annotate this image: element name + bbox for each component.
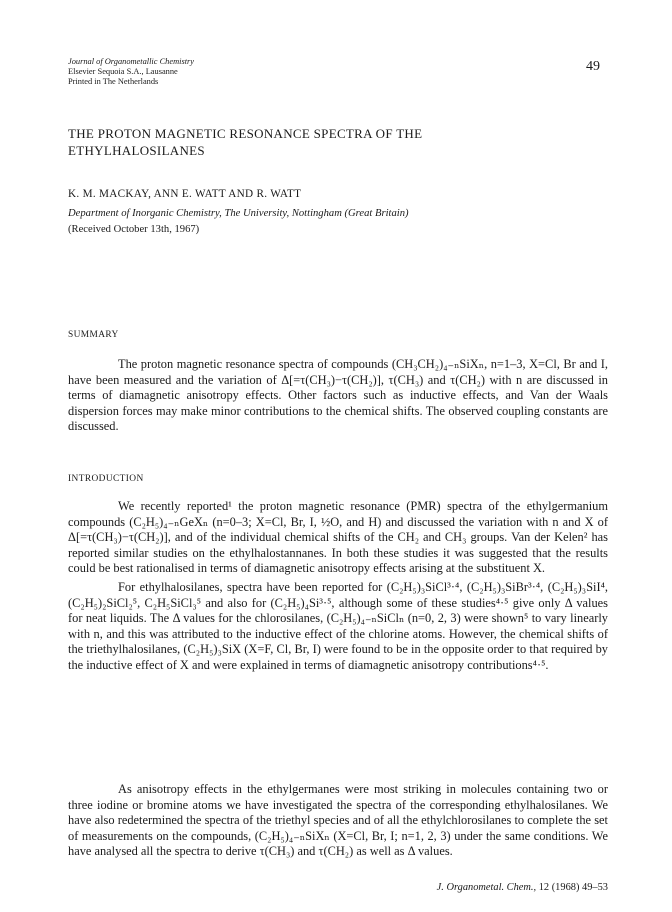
citation-volume-pages: 12 (1968) 49–53 [538, 882, 608, 893]
citation-footer [437, 882, 608, 893]
introduction-heading: INTRODUCTION [68, 474, 144, 484]
citation-journal: J. Organometal. Chem., [436, 882, 537, 893]
article-title [68, 125, 608, 159]
authors: K. M. MACKAY, ANN E. WATT AND R. WATT [68, 188, 302, 200]
received-date: (Received October 13th, 1967) [68, 224, 200, 235]
title-line-1: THE PROTON MAGNETIC RESONANCE SPECTRA OF THE [68, 126, 423, 141]
summary-heading: SUMMARY [68, 330, 119, 340]
printed-in: Printed in The Netherlands [68, 77, 159, 86]
introduction-paragraph-2: For ethylhalosilanes, spectra have been reported for (C₂H₅)₃SiCl³·⁴, (C₂H₅)₃SiBr³·⁴, (C₂H₅)₃SiI⁴, (C₂H₅)₂SiCl₂⁵, C₂H₅SiCl₃⁵ and also for (C₂H₅)₄Si³·⁵, although some of these studies⁴·⁵ give only Δ values for neat liquids. The Δ values for the chlorosilanes, (C₂H₅)₄₋ₙSiClₙ (n=0, 2, 3) were shown⁵ to vary linearly with n, and this was attributed to the inductive effect of the chlorine atoms. However, the chemical shifts of the triethylhalosilanes, (C₂H₅)₃SiX (X=F, Cl, Br, I) were found to be in the opposite order to that required by the inductive effect of X and were explained in terms of diamagnetic anisotropy contributions⁴·⁵. [68, 580, 608, 672]
page-number: 49 [586, 59, 600, 74]
introduction-paragraph-3: As anisotropy effects in the ethylgermanes were most striking in molecules containing two or three iodine or bromine atoms we have investigated the spectra of the corresponding ethylhalosilanes. We have also redetermined the spectra of the triethyl species and of all the ethylchlorosilanes to complete the set of measurements on the compounds, (C₂H₅)₄₋ₙSiXₙ (X=Cl, Br, I; n=1, 2, 3) under the same conditions. We have analysed all the spectra to derive τ(CH₃) and τ(CH₂) as well as Δ values. [68, 782, 608, 859]
journal-info [68, 57, 194, 87]
affiliation: Department of Inorganic Chemistry, The University, Nottingham (Great Britain) [68, 208, 409, 219]
journal-name: Journal of Organometallic Chemistry [68, 57, 195, 66]
introduction-paragraph-1: We recently reported¹ the proton magnetic resonance (PMR) spectra of the ethylgermanium compounds (C₂H₅)₄₋ₙGeXₙ (n=0–3; X=Cl, Br, I, ½O, and H) and discussed the variation with n and X of Δ[=τ(CH₃)−τ(CH₂)], and of the individual chemical shifts of the CH₂ and CH₃ groups. Van der Kelen² has reported similar studies on the ethylhalostannanes. In both these studies it was suggested that the results could be best rationalised in terms of diamagnetic anisotropy effects arising at the substituent X. [68, 499, 608, 576]
publisher: Elsevier Sequoia S.A., Lausanne [68, 67, 178, 76]
summary-text: The proton magnetic resonance spectra of compounds (CH₃CH₂)₄₋ₙSiXₙ, n=1–3, X=Cl, Br and I, have been measured and the variation of Δ[=τ(CH₃)−τ(CH₂)], τ(CH₃) and τ(CH₂) with n are discussed in terms of diamagnetic anisotropy effects. Other factors such as inductive effects, and Van der Waals dispersion forces may make minor contributions to the chemical shifts. The observed coupling constants are discussed. [68, 357, 608, 434]
title-line-2: ETHYLHALOSILANES [68, 143, 205, 158]
